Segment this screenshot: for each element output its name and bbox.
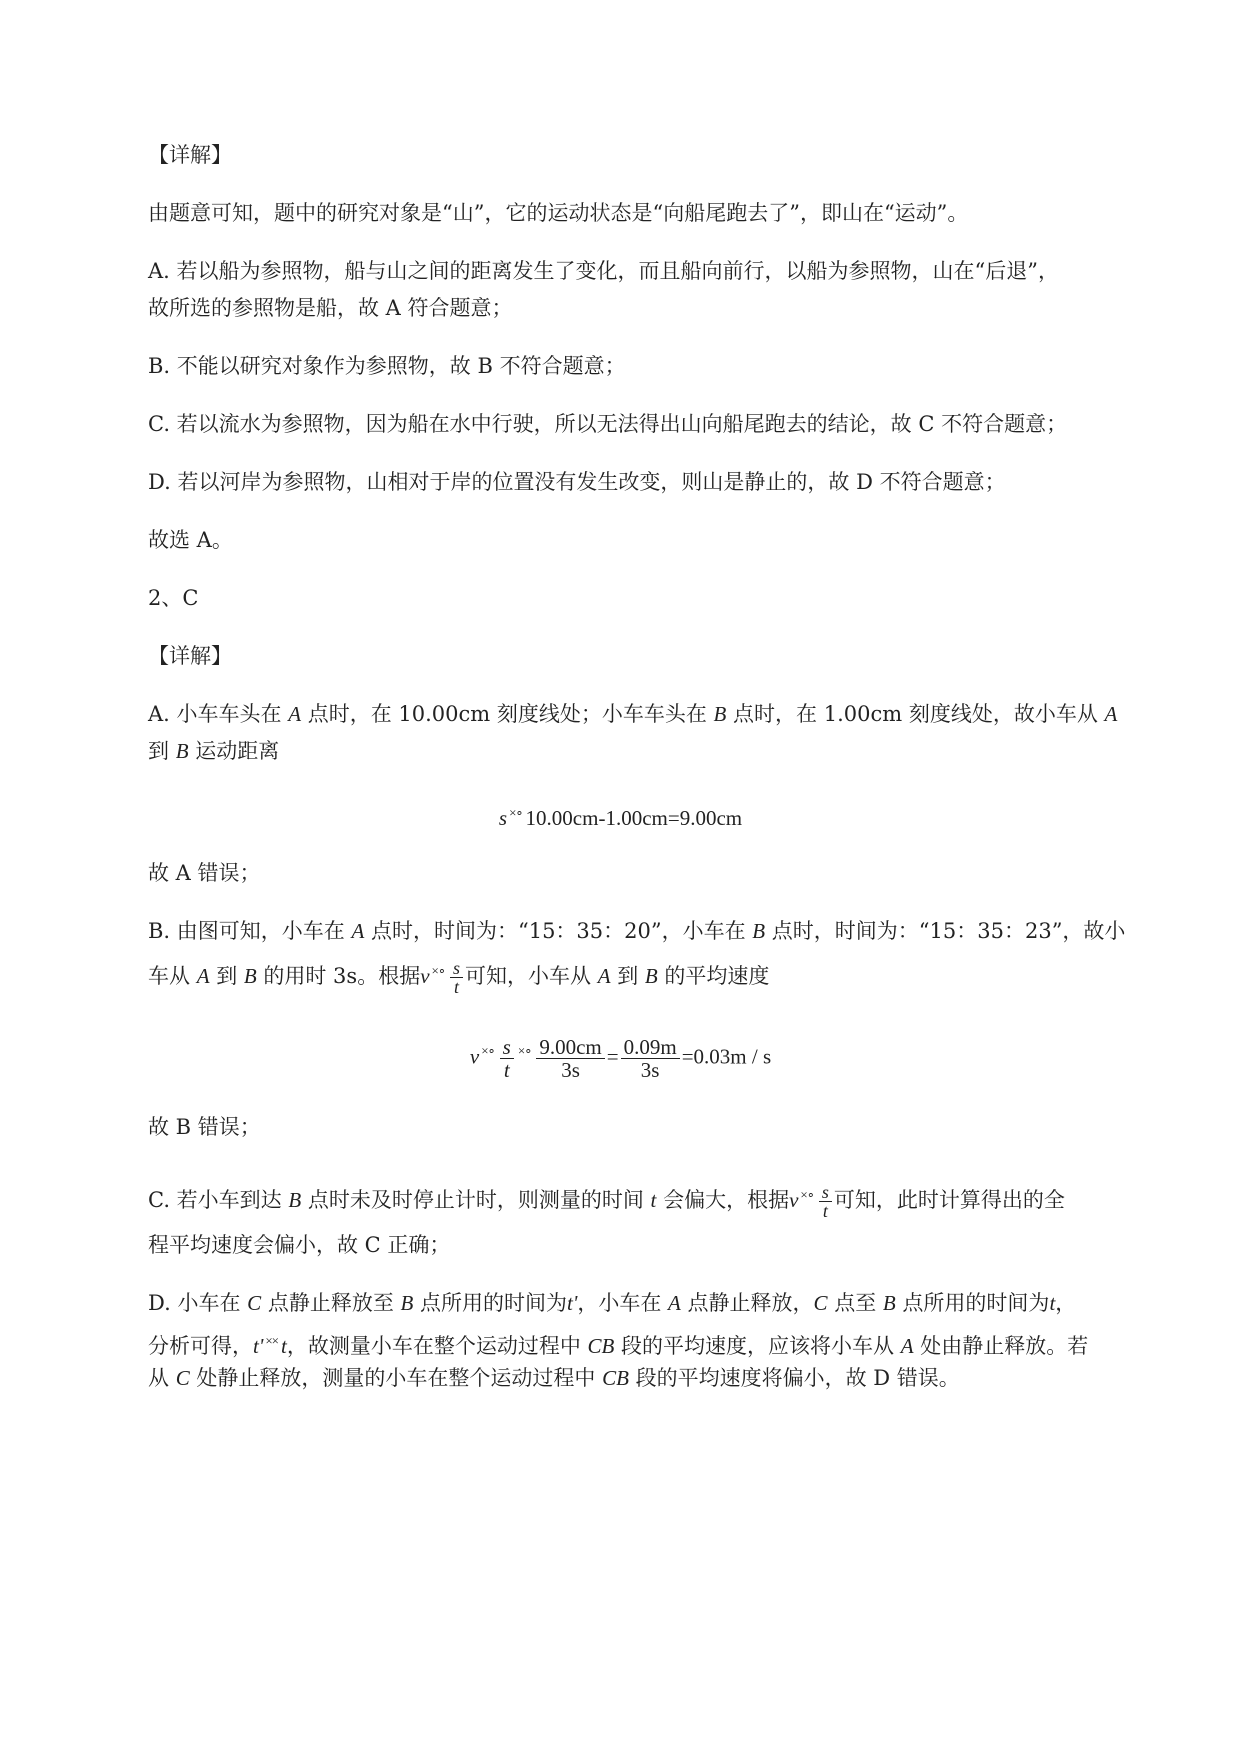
section-heading-2: 【详解】 xyxy=(148,644,232,668)
part-c-line1 xyxy=(148,1180,1065,1220)
option-d: D. 若以河岸为参照物，山相对于岸的位置没有发生改变，则山是静止的，故 D 不符合题意； xyxy=(148,470,1006,494)
var-a: A xyxy=(196,964,210,988)
fraction-s-over-t xyxy=(500,1036,514,1081)
part-b-result: 故 B 错误； xyxy=(148,1115,261,1139)
part-a-result: 故 A 错误； xyxy=(148,861,261,885)
part-b-line1 xyxy=(148,916,1125,946)
text: D. 小车在 xyxy=(148,1291,248,1315)
conclusion: 故选 A。 xyxy=(148,528,233,552)
denominator: t xyxy=(454,977,460,997)
var-b: B xyxy=(713,702,727,726)
numerator: s xyxy=(819,1183,832,1202)
garbled-symbol: ×∘ xyxy=(517,1043,532,1059)
text: 的用时 3s。根据 xyxy=(256,964,421,988)
text: 点所用的时间为 xyxy=(895,1291,1050,1315)
text: 的平均速度 xyxy=(657,964,770,988)
text: 点所用的时间为 xyxy=(413,1291,568,1315)
garbled-symbol: ×∘ xyxy=(481,1043,495,1059)
part-a-line2 xyxy=(148,736,279,766)
intro-paragraph: 由题意可知，题中的研究对象是“山”，它的运动状态是“向船尾跑去了”，即山在“运动”。 xyxy=(148,201,969,225)
var-cb: CB xyxy=(587,1334,615,1358)
text: 点静止释放， xyxy=(680,1291,814,1315)
option-a-line2: 故所选的参照物是船，故 A 符合题意； xyxy=(148,296,513,320)
part-c-line2: 程平均速度会偏小，故 C 正确； xyxy=(148,1233,451,1257)
denominator: 3s xyxy=(561,1058,580,1082)
text: 处静止释放，测量的小车在整个运动过程中 xyxy=(189,1366,603,1390)
equation-rhs: 10.00cm-1.00cm=9.00cm xyxy=(525,806,743,830)
text: C. 若小车到达 xyxy=(148,1188,289,1212)
var-b: B xyxy=(175,739,189,763)
part-b-line2 xyxy=(148,956,769,996)
var-b: B xyxy=(288,1188,302,1212)
text: 可知，此时计算得出的全 xyxy=(833,1188,1065,1212)
part-d-line1 xyxy=(148,1288,1076,1318)
text: 段的平均速度，应该将小车从 xyxy=(614,1334,901,1358)
fraction-distance-over-time xyxy=(536,1036,604,1081)
text: 到 xyxy=(610,964,645,988)
var-a: A xyxy=(668,1291,681,1315)
fraction-s-over-t xyxy=(450,959,463,996)
equals-sign: = xyxy=(606,1044,619,1069)
text: ，小车在 xyxy=(577,1291,669,1315)
var-t-prime: t' xyxy=(253,1334,264,1358)
numerator: 9.00cm xyxy=(536,1036,604,1059)
text: 分析可得， xyxy=(148,1334,253,1358)
text: 可知，小车从 xyxy=(465,964,598,988)
text: ，故测量小车在整个运动过程中 xyxy=(286,1334,588,1358)
text: B. 由图可知，小车在 xyxy=(148,919,352,943)
var-a: A xyxy=(288,702,302,726)
var-b: B xyxy=(400,1291,414,1315)
var-c: C xyxy=(247,1291,262,1315)
denominator: t xyxy=(822,1201,828,1221)
var-t-prime: t' xyxy=(567,1291,578,1315)
text: A. 小车车头在 xyxy=(148,702,289,726)
text: 从 xyxy=(148,1366,176,1390)
text: 点时，时间为：“15：35：20”，小车在 xyxy=(364,919,753,943)
var-t: t xyxy=(1049,1291,1056,1315)
var-b: B xyxy=(243,964,257,988)
text: 车从 xyxy=(148,964,197,988)
text: 到 xyxy=(209,964,244,988)
garbled-symbol: ×× xyxy=(265,1333,278,1348)
text: 点时未及时停止计时，则测量的时间 xyxy=(301,1188,651,1212)
garbled-symbol: ×∘ xyxy=(509,805,523,820)
var-t: t xyxy=(650,1188,657,1212)
part-a-line1 xyxy=(148,699,1117,729)
text: 点时，在 10.00cm 刻度线处；小车车头在 xyxy=(301,702,714,726)
denominator: 3s xyxy=(640,1058,660,1082)
text: 运动距离 xyxy=(188,739,280,763)
question-number: 2、C xyxy=(148,586,199,610)
var-s: s xyxy=(498,806,508,830)
var-c: C xyxy=(813,1291,828,1315)
var-t: t xyxy=(281,1334,287,1358)
text: 处由静止释放。若 xyxy=(913,1334,1089,1358)
option-c: C. 若以流水为参照物，因为船在水中行驶，所以无法得出山向船尾跑去的结论，故 C 不符合题意； xyxy=(148,412,1068,436)
distance-equation xyxy=(0,798,1241,833)
numerator: s xyxy=(500,1036,514,1059)
option-b: B. 不能以研究对象作为参照物，故 B 不符合题意； xyxy=(148,354,626,378)
var-cb: CB xyxy=(602,1366,629,1390)
option-a-line1: A. 若以船为参照物，船与山之间的距离发生了变化，而且船向前行，以船为参照物，山在“后退”， xyxy=(148,259,1059,283)
fraction-s-over-t xyxy=(819,1183,832,1220)
text: 到 xyxy=(148,739,176,763)
numerator: s xyxy=(450,959,463,978)
var-v: v xyxy=(469,1044,480,1069)
equation-result: =0.03m / s xyxy=(681,1044,772,1069)
part-d-line3 xyxy=(148,1363,960,1393)
numerator: 0.09m xyxy=(621,1036,680,1059)
fraction-converted xyxy=(621,1036,680,1081)
text: ， xyxy=(1055,1291,1077,1315)
velocity-equation xyxy=(0,1036,1241,1081)
var-b: B xyxy=(882,1291,896,1315)
part-d-line2 xyxy=(148,1326,1088,1361)
section-heading: 【详解】 xyxy=(148,143,232,167)
garbled-symbol: ×∘ xyxy=(431,963,446,978)
text: 段的平均速度将偏小，故 D 错误。 xyxy=(628,1366,960,1390)
garbled-symbol: ×∘ xyxy=(800,1187,814,1202)
text: 点时，时间为：“15：35：23”，故小 xyxy=(765,919,1126,943)
var-a: A xyxy=(597,964,611,988)
var-a: A xyxy=(351,919,365,943)
var-a: A xyxy=(900,1334,914,1358)
var-b: B xyxy=(752,919,766,943)
var-b: B xyxy=(644,964,658,988)
text: 点静止释放至 xyxy=(261,1291,401,1315)
var-v: v xyxy=(420,964,430,988)
text: 点时，在 1.00cm 刻度线处，故小车从 xyxy=(726,702,1105,726)
text: 点至 xyxy=(827,1291,883,1315)
var-a: A xyxy=(1104,702,1118,726)
text: 会偏大，根据 xyxy=(656,1188,790,1212)
var-c: C xyxy=(175,1366,190,1390)
denominator: t xyxy=(503,1058,510,1082)
var-v: v xyxy=(789,1188,799,1212)
